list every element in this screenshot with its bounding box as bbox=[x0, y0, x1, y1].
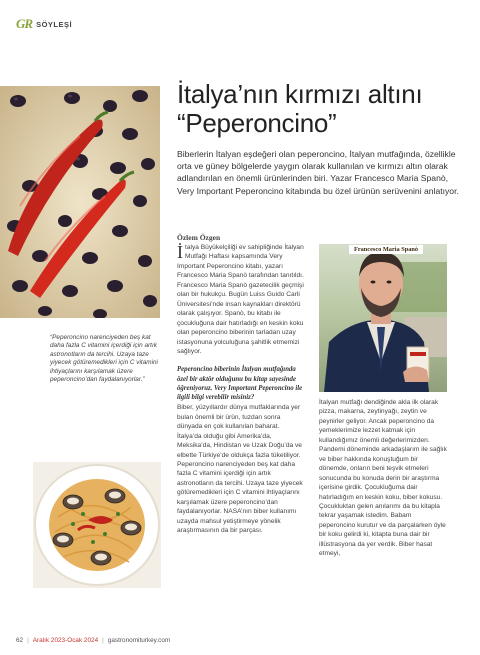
intro-text: talya Büyükelçiliği ev sahipliğinde İtalyan Mutfağı Haftası kapsamında Very Important Peperoncino kitabı, yazarı Francesco Maria Spanò tarafından tanıtıldı. Francesco Maria Spanò gazetecilik geçmişi olan bir hukukçu. Bugün Luiss Guido Carli Üniversitesi’nde insan kaynakları direktörü olarak çalışıyor. Spanò, bu kitabı ile çocukluğuna dair hatırladığı en keskin koku olan peperoncino biberinin tarladan uzay istasyonuna yolculuğuna şahitlik etmemizi sağlıyor. bbox=[177, 244, 304, 355]
website-link[interactable]: gastronomiturkey.com bbox=[107, 637, 171, 644]
magazine-logo: GR bbox=[16, 16, 33, 31]
drop-cap: İ bbox=[177, 242, 183, 262]
footer-separator: | bbox=[27, 637, 29, 644]
interview-question: Peperoncino biberinin İtalyan mutfağında özel bir aktör olduğunu bu kitap sayesinde öğreniyoruz. Very Important Peperoncino ile ilgili bilgi verebilir misiniz? bbox=[177, 366, 303, 402]
title-line-1: İtalya’nın kırmızı altını bbox=[177, 79, 423, 109]
body-column-2 bbox=[319, 398, 447, 559]
portrait-name-label: Francesco Maria Spanò bbox=[349, 245, 423, 254]
focaccia-photo bbox=[0, 86, 160, 318]
pasta-photo bbox=[33, 462, 161, 588]
page-number: 62 bbox=[16, 637, 24, 644]
continuation-paragraph: İtalyan mutfağı dendiğinde akla ilk olarak pizza, makarna, zeytinyağı, zeytin ve peynirler geliyor. Ancak peperoncino da yemeklerimize lezzet katmak için kullandığımız önemli değerlerimizden. Pandemi döneminde arkadaşlarım ile sağlık ve biber hakkında konuştuğum bir dönemde, onların beni teşvik etmeleri sonucunda bu konuda derin bir araştırma içerisine girdik. Çocukluğuma dair hatırladığım en keskin koku, biber kokusu. Çocukluktan gelen anılarımı da bu kitapla tekrar yaşamak istedim. Babam peperoncino kurutur ve da parçalarken öyle bir koku gelirdi ki, kitapta buna dair bir illüstrasyona da yer verdik. Biber hasat etmeyi, bbox=[319, 399, 447, 558]
pull-quote: “Peperoncino narenciyeden beş kat daha fazla C vitamini içerdiği için artık astronotların da tercihi. Uzaya taze yiyecek götüremedikleri için C vitamini ihtiyaçlarını karşılamak üzere peperoncino’dan faydalanıyorlar.” bbox=[50, 334, 158, 384]
lead-paragraph: Biberlerin İtalyan eşdeğeri olan peperoncino, İtalyan mutfağında, özellikle orta ve güney bölgelerde yaygın olarak kullanılan ve kırmızı altın olarak adlandırılan en önemli ürünlerinden biri. Yazar Francesco Maria Spanò, Very Important Peperoncino kitabında bu özel ürünün serüvenini anlatıyor. bbox=[177, 149, 459, 196]
section-tag bbox=[16, 16, 72, 32]
article-title bbox=[177, 80, 462, 138]
footer-separator: | bbox=[102, 637, 104, 644]
page-footer bbox=[16, 637, 170, 644]
issue-date: Aralık 2023-Ocak 2024 bbox=[32, 637, 99, 644]
body-column-1 bbox=[177, 243, 305, 536]
section-label: SÖYLEŞİ bbox=[36, 19, 73, 29]
intro-paragraph bbox=[177, 243, 305, 356]
answer-paragraph: Biber, yüzyıllardır dünya mutfaklarında yer bulan önemli bir ürün, tuzdan sonra dünyada en çok kullanılan baharat. İtalya’da olduğu gibi Amerika’da, Meksika’da, Hindistan ve Uzak Doğu’da ve elbette Türkiye’de oldukça fazla tüketiliyor. Peperoncino narenciyeden beş kat daha fazla C vitamini içerdiği için artık astronotların da tercihi. Uzaya taze yiyecek götüremedikleri için C vitamini ihtiyaçlarını karşılamak üzere peperoncino’dan faydalanıyorlar. NASA’nın biber kullanımı uzayda mahsul yetiştirmeye yönelik araştırmasının da bir parçası. bbox=[177, 404, 303, 535]
author-byline: Özlem Özgen bbox=[177, 233, 221, 242]
title-line-2: “Peperoncino” bbox=[177, 108, 337, 139]
